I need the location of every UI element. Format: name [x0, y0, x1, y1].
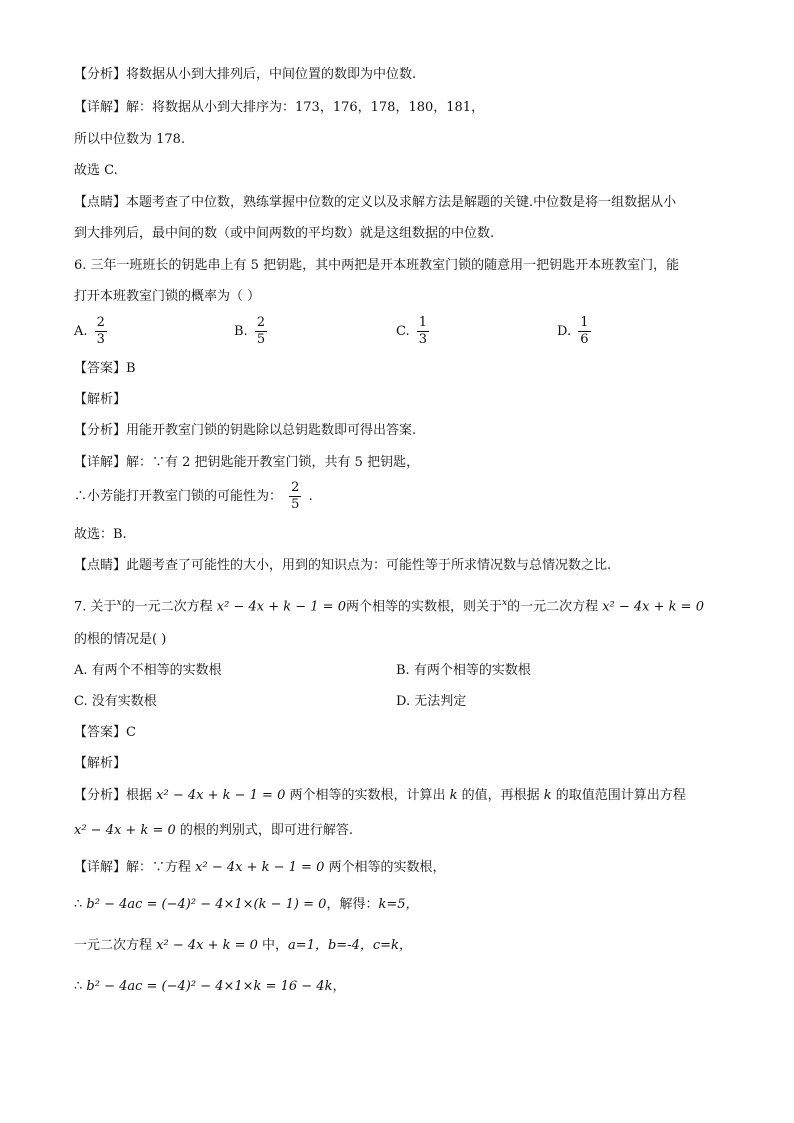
q6-option-c: C. $\frac{1}{3}$ [396, 315, 428, 347]
analysis-q5: 【分析】将数据从小到大排列后，中间位置的数即为中位数. [74, 67, 417, 82]
choose-q5: 故选 C. [74, 163, 118, 178]
question-7-cont: 的根的情况是( ) [74, 632, 167, 647]
analysis-q7: 【分析】根据 x² − 4x + k − 1 = 0 两个相等的实数根，计算出 k 的值，再根据 k 的取值范围计算出方程 [74, 788, 686, 803]
fraction: $\frac{1}{6}$ [580, 315, 589, 347]
q6-option-a: A. $\frac{2}{3}$ [74, 315, 105, 347]
answer-q6: 【答案】B [74, 361, 136, 376]
question-6: 6. 三年一班班长的钥匙串上有 5 把钥匙，其中两把是开本班教室门锁的随意用一把钥匙开本班教室门，能 [74, 258, 680, 273]
detail-q6: 【详解】解：∵有 2 把钥匙能开教室门锁，共有 5 把钥匙， [74, 455, 420, 470]
fraction: $\frac{2}{3}$ [96, 315, 105, 347]
fraction: $\frac{2}{5}$ [291, 480, 300, 512]
question-7: 7. 关于$^x$的一元二次方程 x² − 4x + k − 1 = 0两个相等的实数根，则关于$^x$的一元二次方程 x² − 4x + k = 0 [74, 598, 704, 615]
step-2-q7: 一元二次方程 x² − 4x + k = 0 中，a=1，b=-4，c=k， [74, 938, 412, 953]
q6-option-d: D. $\frac{1}{6}$ [557, 315, 589, 347]
step-3-q7: ∴ b² − 4ac = (−4)² − 4×1×k = 16 − 4k， [74, 979, 346, 994]
question-6-cont: 打开本班教室门锁的概率为（ ） [74, 289, 261, 304]
analysis-q7-cont: x² − 4x + k = 0 的根的判别式，即可进行解答. [74, 823, 354, 838]
median-result: 所以中位数为 178. [74, 132, 186, 147]
remark-q5-cont: 到大排列后，最中间的数（或中间两数的平均数）就是这组数据的中位数. [74, 226, 495, 241]
fraction: $\frac{1}{3}$ [418, 315, 428, 347]
detail-q5: 【详解】解：将数据从小到大排序为：173，176，178，180，181， [74, 100, 485, 115]
q7-option-a: A. 有两个不相等的实数根 [74, 663, 222, 678]
analysis-q6: 【分析】用能开教室门锁的钥匙除以总钥匙数即可得出答案. [74, 423, 417, 438]
answer-q7: 【答案】C [74, 725, 136, 740]
solution-heading-q7: 【解析】 [74, 756, 127, 771]
step-1-q7: ∴ b² − 4ac = (−4)² − 4×1×(k − 1) = 0，解得：k=5， [74, 897, 419, 912]
fraction: $\frac{2}{5}$ [256, 315, 266, 347]
q7-option-d: D. 无法判定 [396, 694, 467, 709]
q7-option-b: B. 有两个相等的实数根 [396, 663, 531, 678]
therefore-q6: ∴小芳能打开教室门锁的可能性为： $\frac{2}{5}$ . [74, 480, 313, 512]
solution-heading-q6: 【解析】 [74, 392, 127, 407]
remark-q5: 【点睛】本题考查了中位数，熟练掌握中位数的定义以及求解方法是解题的关键.中位数是将一组数据从小 [74, 195, 677, 210]
q6-option-b: B. $\frac{2}{5}$ [234, 315, 266, 347]
choose-q6: 故选：B. [74, 527, 127, 542]
remark-q6: 【点睛】此题考查了可能性的大小，用到的知识点为：可能性等于所求情况数与总情况数之比. [74, 558, 612, 573]
q7-option-c: C. 没有实数根 [74, 694, 157, 709]
detail-q7: 【详解】解：∵方程 x² − 4x + k − 1 = 0 两个相等的实数根， [74, 860, 446, 875]
